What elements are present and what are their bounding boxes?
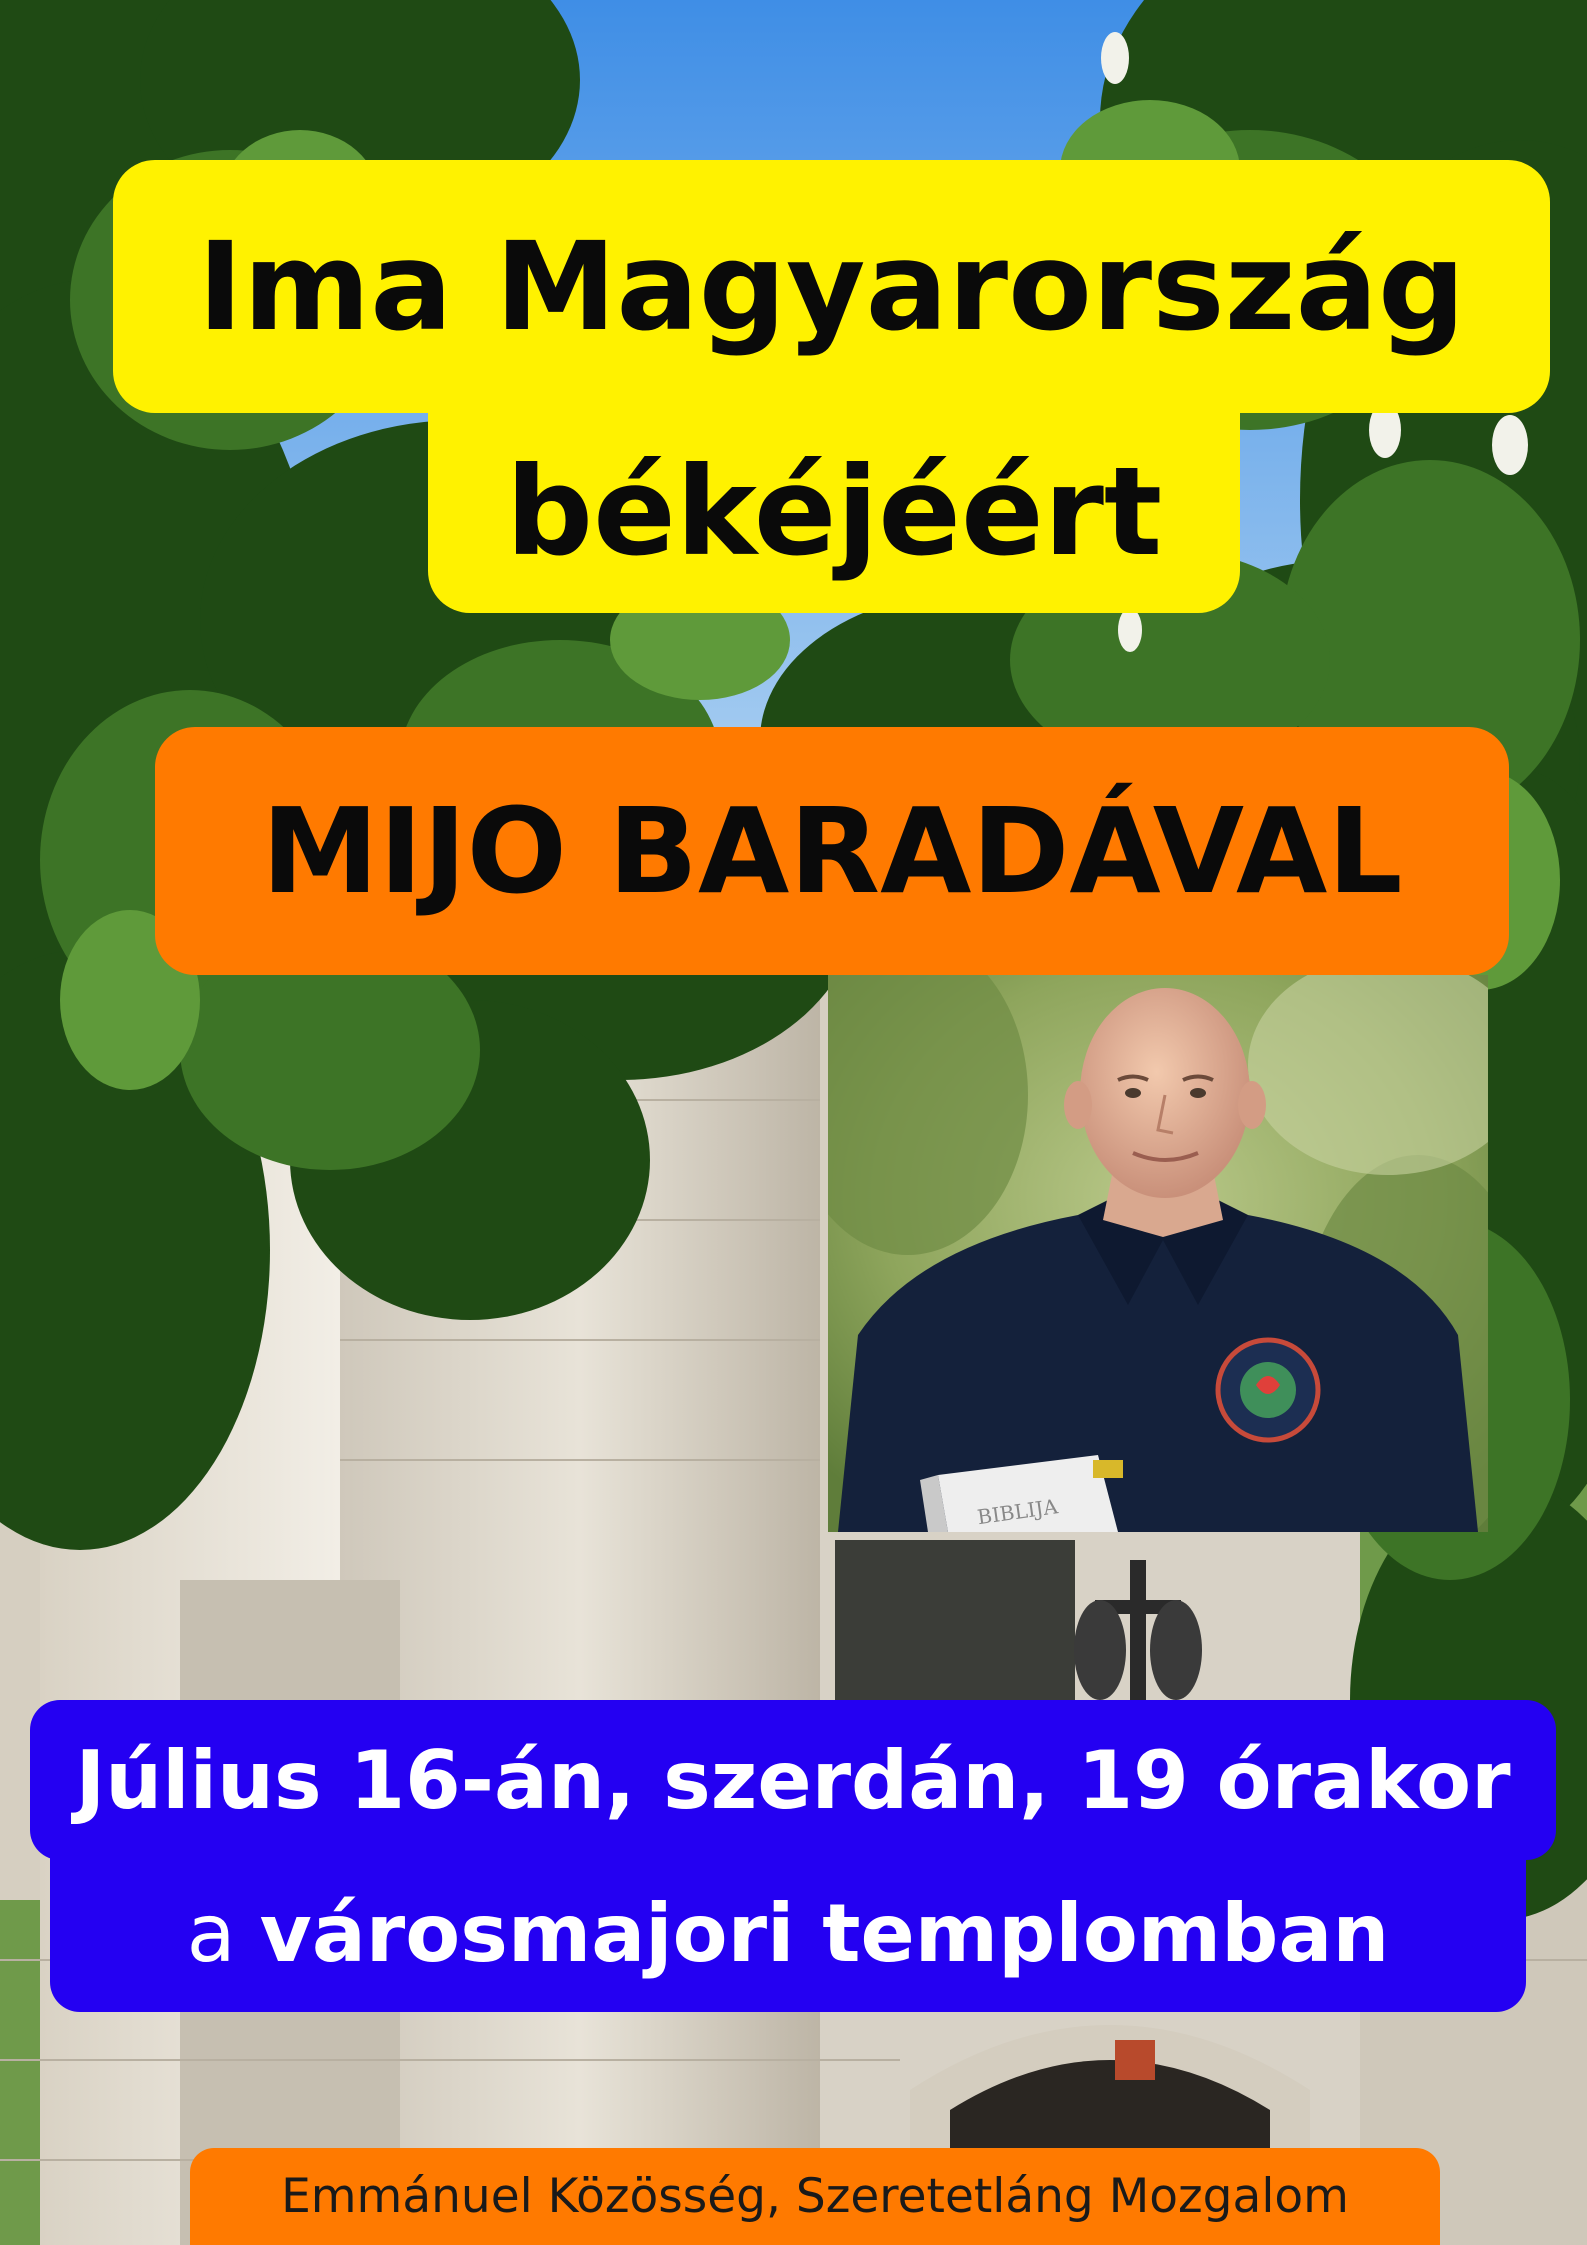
- title-line-1: Ima Magyarország: [113, 160, 1550, 413]
- event-date-time: Július 16-án, szerdán, 19 órakor: [30, 1700, 1556, 1860]
- title-line-2: békéjéért: [428, 410, 1240, 613]
- speaker-name: MIJO BARADÁVAL: [155, 727, 1509, 975]
- speaker-portrait-photo: [828, 975, 1488, 1532]
- event-venue: [50, 1855, 1526, 2012]
- venue-prefix: a: [186, 1887, 236, 1980]
- venue-name: városmajori templomban: [259, 1887, 1390, 1980]
- book-label: BIBLIJA: [975, 1494, 1060, 1530]
- organizers-banner: Emmánuel Közösség, Szeretetláng Mozgalom: [190, 2148, 1440, 2245]
